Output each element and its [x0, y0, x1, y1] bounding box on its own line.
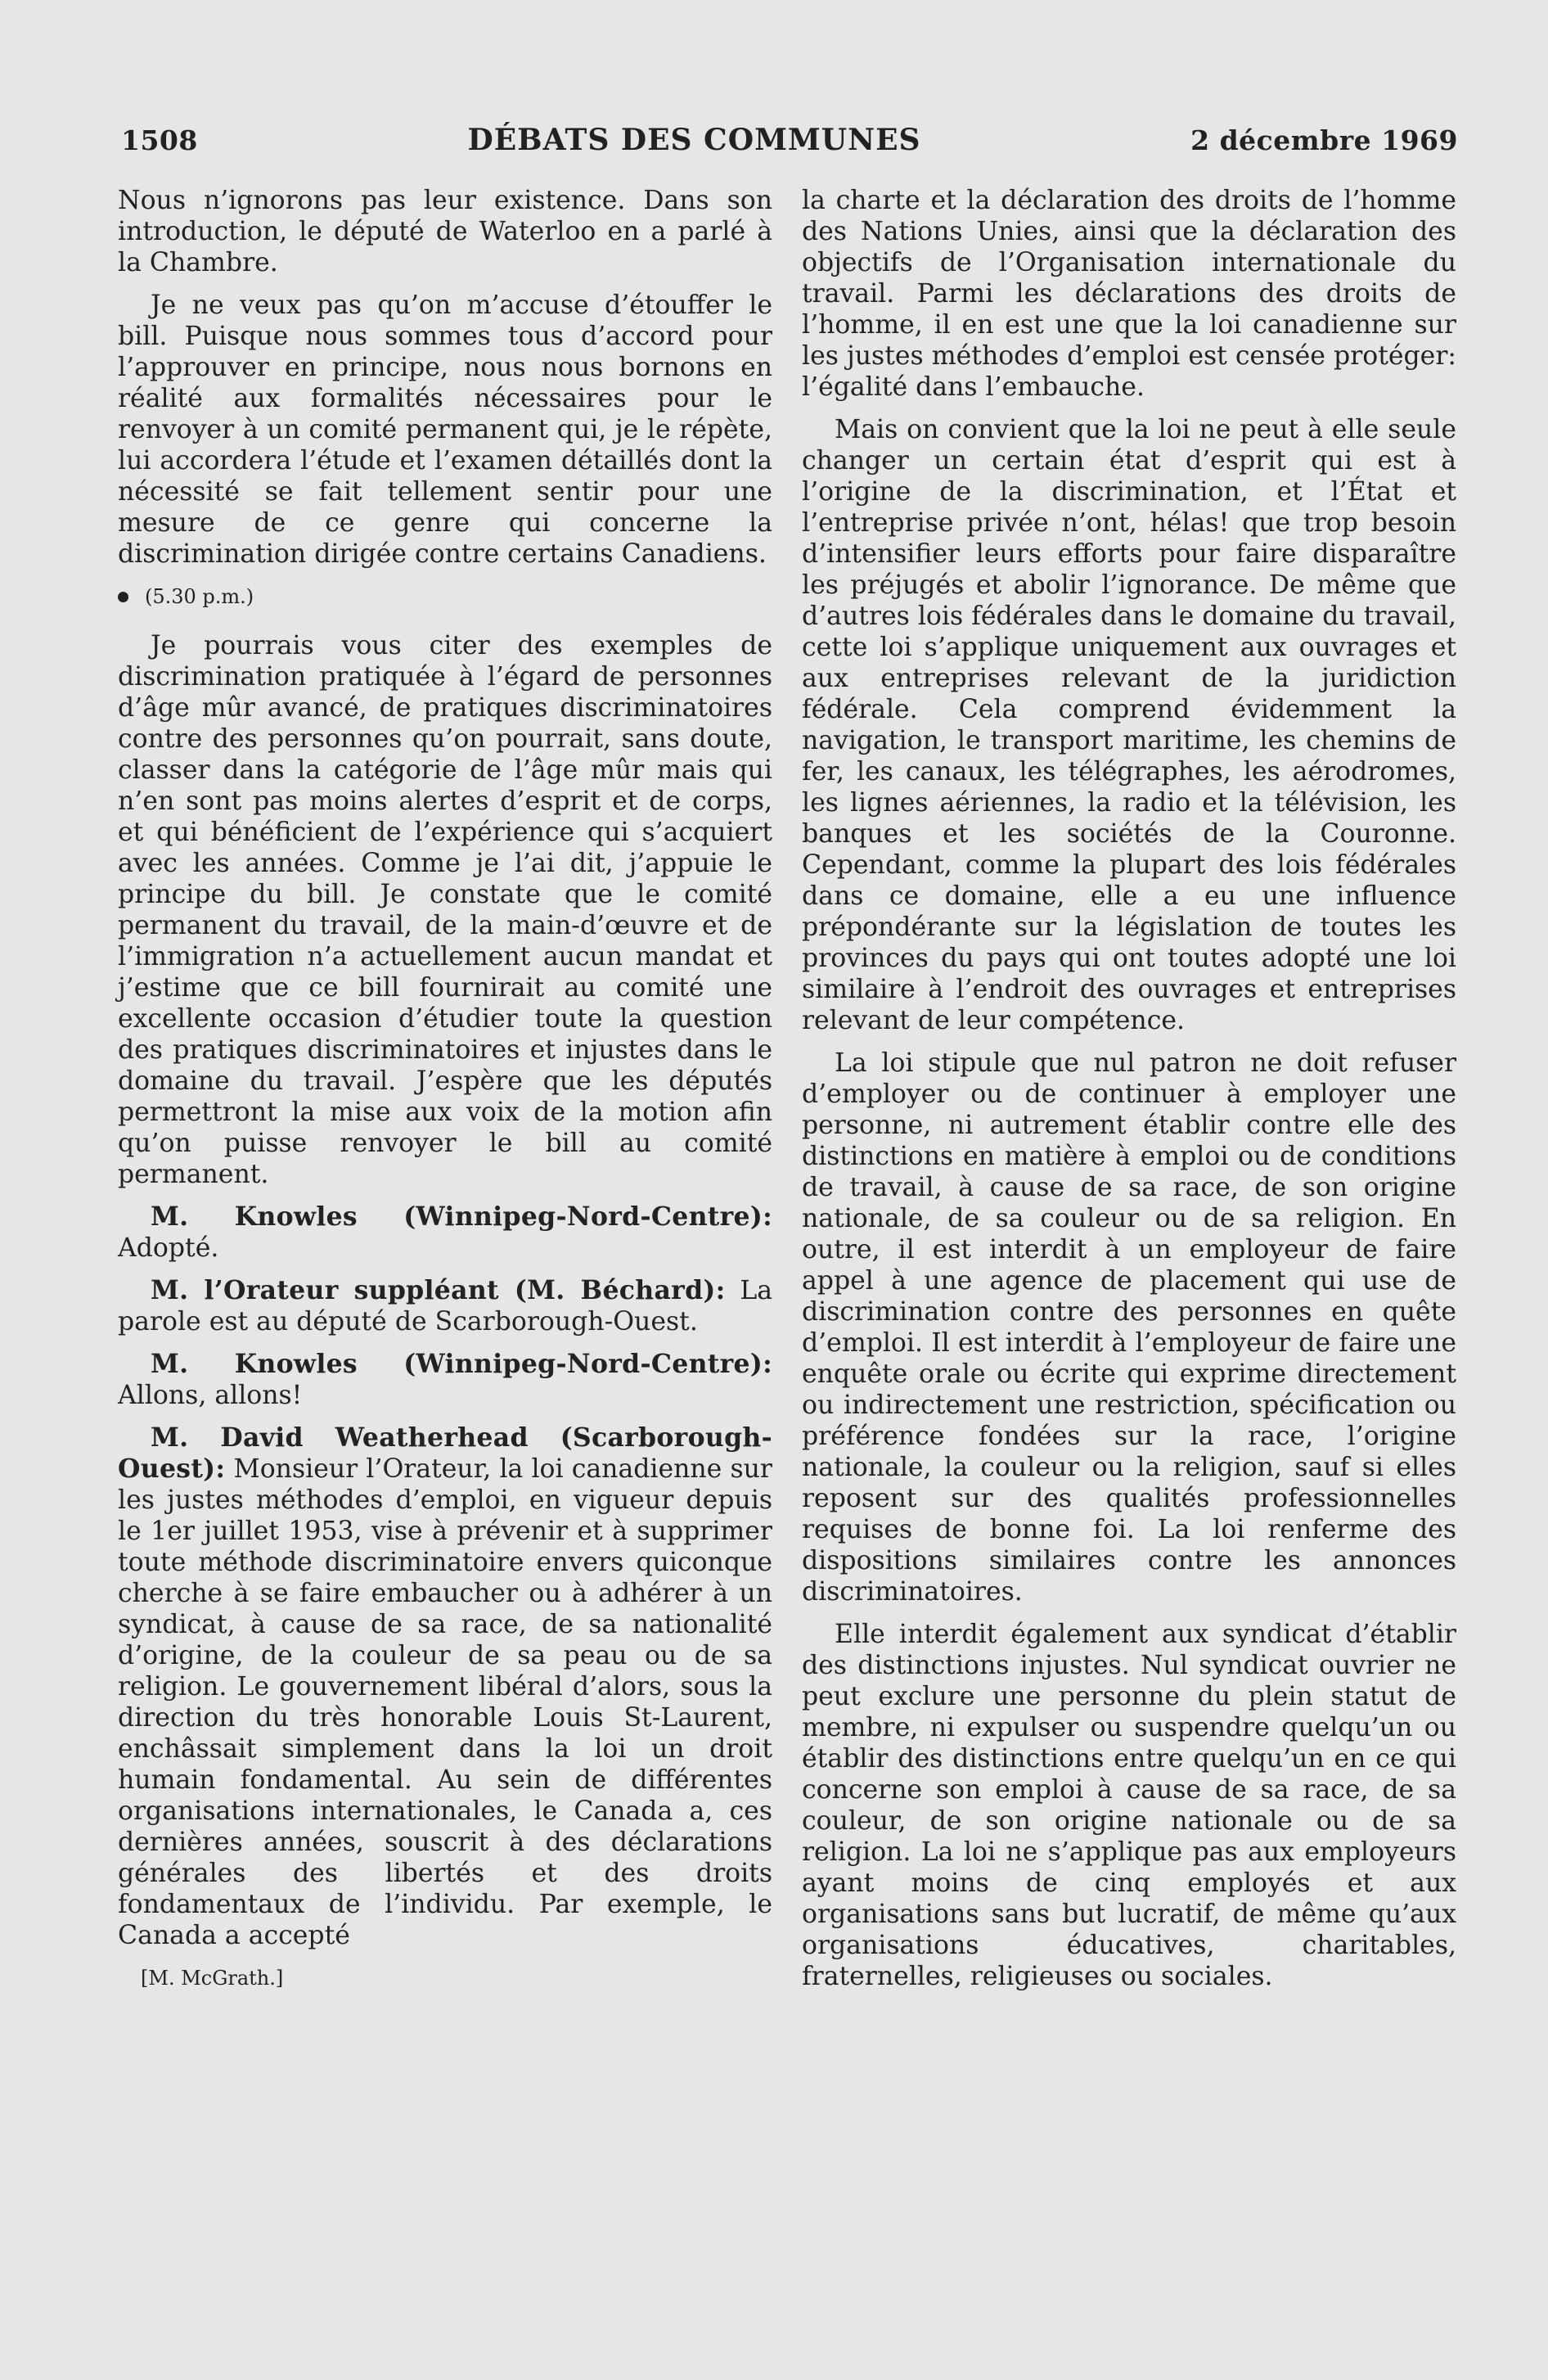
- paragraph: La loi stipule que nul patron ne doit refuser d’employer ou de continuer à employer une personne, ni autrement établir contre elle des distinctions en matière à emploi ou de conditions de travail, à cause de sa race, de son origine nationale, de sa couleur ou de sa religion. En outre, il est interdit à un employeur de faire appel à une agence de placement qui use de discrimination contre des personnes en quête d’emploi. Il est interdit à l’employeur de faire une enquête orale ou écrite qui exprime directement ou indirectement une restriction, spécification ou préférence fondées sur la race, l’origine nationale, la couleur ou la religion, sauf si elles reposent sur des qualités professionnelles requises de bonne foi. La loi renferme des dispositions similaires contre les annonces discriminatoires.: [802, 1048, 1456, 1607]
- speaker-name: M. l’Orateur suppléant (M. Béchard):: [151, 1275, 726, 1305]
- speech-text: La parole est au député de Scarborough-Ouest.: [118, 1276, 773, 1336]
- publication-title: DÉBATS DES COMMUNES: [467, 123, 921, 157]
- right-column: [802, 185, 1456, 2004]
- speaker-credit: [M. McGrath.]: [141, 1967, 284, 1990]
- paragraph: Elle interdit également aux syndicat d’établir des distinctions injustes. Nul syndicat ouvrier ne peut exclure une personne du plein statut de membre, ni expulser ou suspendre quelqu’un ou établir des distinctions entre quelqu’un en ce qui concerne son emploi à cause de sa race, de sa couleur, de son origine nationale ou de sa religion. La loi ne s’applique pas aux employeurs ayant moins de cinq employés et aux organisations sans but lucratif, de même qu’aux organisations éducatives, charitables, fraternelles, religieuses ou sociales.: [802, 1620, 1456, 1991]
- speaker-name: M. Knowles (Winnipeg-Nord-Centre):: [151, 1349, 772, 1379]
- speech: [118, 1275, 772, 1337]
- paragraph: la charte et la déclaration des droits de l’homme des Nations Unies, ainsi que la déclaration des objectifs de l’Organisation internationale du travail. Parmi les déclarations des droits de l’homme, il en est une que la loi canadienne sur les justes méthodes d’emploi est censée protéger: l’égalité dans l’embauche.: [802, 186, 1456, 402]
- page-number: 1508: [121, 124, 198, 156]
- speaker-name: M. Knowles (Winnipeg-Nord-Centre):: [151, 1201, 772, 1232]
- left-column: [118, 185, 772, 1994]
- speech: [118, 1349, 772, 1411]
- speaker-name: M. David Weatherhead (Scarborough-Ouest):: [118, 1422, 772, 1484]
- paragraph: Mais on convient que la loi ne peut à elle seule changer un certain état d’esprit qui est à l’origine de la discrimination, et l’État et l’entreprise privée n’ont, hélas! que trop besoin d’intensifier leurs efforts pour faire disparaître les préjugés et abolir l’ignorance. De même que d’autres lois fédérales dans le domaine du travail, cette loi s’applique uniquement aux ouvrages et aux entreprises relevant de la juridiction fédérale. Cela comprend évidemment la navigation, le transport maritime, les chemins de fer, les canaux, les télégraphes, les aérodromes, les lignes aériennes, la radio et la télévision, les banques et les sociétés de la Couronne. Cependant, comme la plupart des lois fédérales dans ce domaine, elle a eu une influence prépondérante sur la législation de toutes les provinces du pays qui ont toutes adopté une loi similaire à l’endroit des ouvrages et entreprises relevant de leur compétence.: [802, 415, 1456, 1035]
- page-date: 2 décembre 1969: [1190, 124, 1458, 156]
- speech: [118, 1201, 772, 1264]
- paragraph: Je ne veux pas qu’on m’accuse d’étouffer le bill. Puisque nous sommes tous d’accord pour l’approuver en principe, nous nous bornons en réalité aux formalités nécessaires pour le renvoyer à un comité permanent qui, je le répète, lui accordera l’étude et l’examen détaillés dont la nécessité se fait tellement sentir pour une mesure de ce genre qui concerne la discrimination dirigée contre certains Canadiens.: [118, 291, 772, 569]
- speech-text: Allons, allons!: [118, 1381, 303, 1410]
- speech: [118, 1422, 772, 1951]
- paragraph: Je pourrais vous citer des exemples de discrimination pratiquée à l’égard de personnes d’âge mûr avancé, de pratiques discriminatoires contre des personnes qu’on pourrait, sans doute, classer dans la catégorie de l’âge mûr mais qui n’en sont pas moins alertes d’esprit et de corps, et qui bénéficient de l’expérience qui s’acquiert avec les années. Comme je l’ai dit, j’appuie le principe du bill. Je constate que le comité permanent du travail, de la main-d’œuvre et de l’immigration n’a actuellement aucun mandat et j’estime que ce bill fournirait au comité une excellente occasion d’étudier toute la question des pratiques discriminatoires et injustes dans le domaine du travail. J’espère que les députés permettront la mise aux voix de la motion afin qu’on puisse renvoyer le bill au comité permanent.: [118, 631, 772, 1189]
- speech-text: Monsieur l’Orateur, la loi canadienne sur les justes méthodes d’emploi, en vigueur depuis le 1er juillet 1953, vise à prévenir et à supprimer toute méthode discriminatoire envers quiconque cherche à se faire embaucher ou à adhérer à un syndicat, à cause de sa race, de sa nationalité d’origine, de la couleur de sa peau ou de sa religion. Le gouvernement libéral d’alors, sous la direction du très honorable Louis St-Laurent, enchâssait simplement dans la loi un droit humain fondamental. Au sein de différentes organisations internationales, le Canada a, ces dernières années, souscrit à des déclarations générales des libertés et des droits fondamentaux de l’individu. Par exemple, le Canada a accepté: [118, 1454, 772, 1950]
- page-header: [121, 119, 1458, 161]
- time-marker: [118, 581, 772, 612]
- time-stamp: (5.30 p.m.): [145, 585, 254, 608]
- paragraph: Nous n’ignorons pas leur existence. Dans son introduction, le député de Waterloo en a parlé à la Chambre.: [118, 186, 772, 277]
- bullet-icon: [118, 592, 128, 602]
- speech-text: Adopté.: [118, 1233, 219, 1263]
